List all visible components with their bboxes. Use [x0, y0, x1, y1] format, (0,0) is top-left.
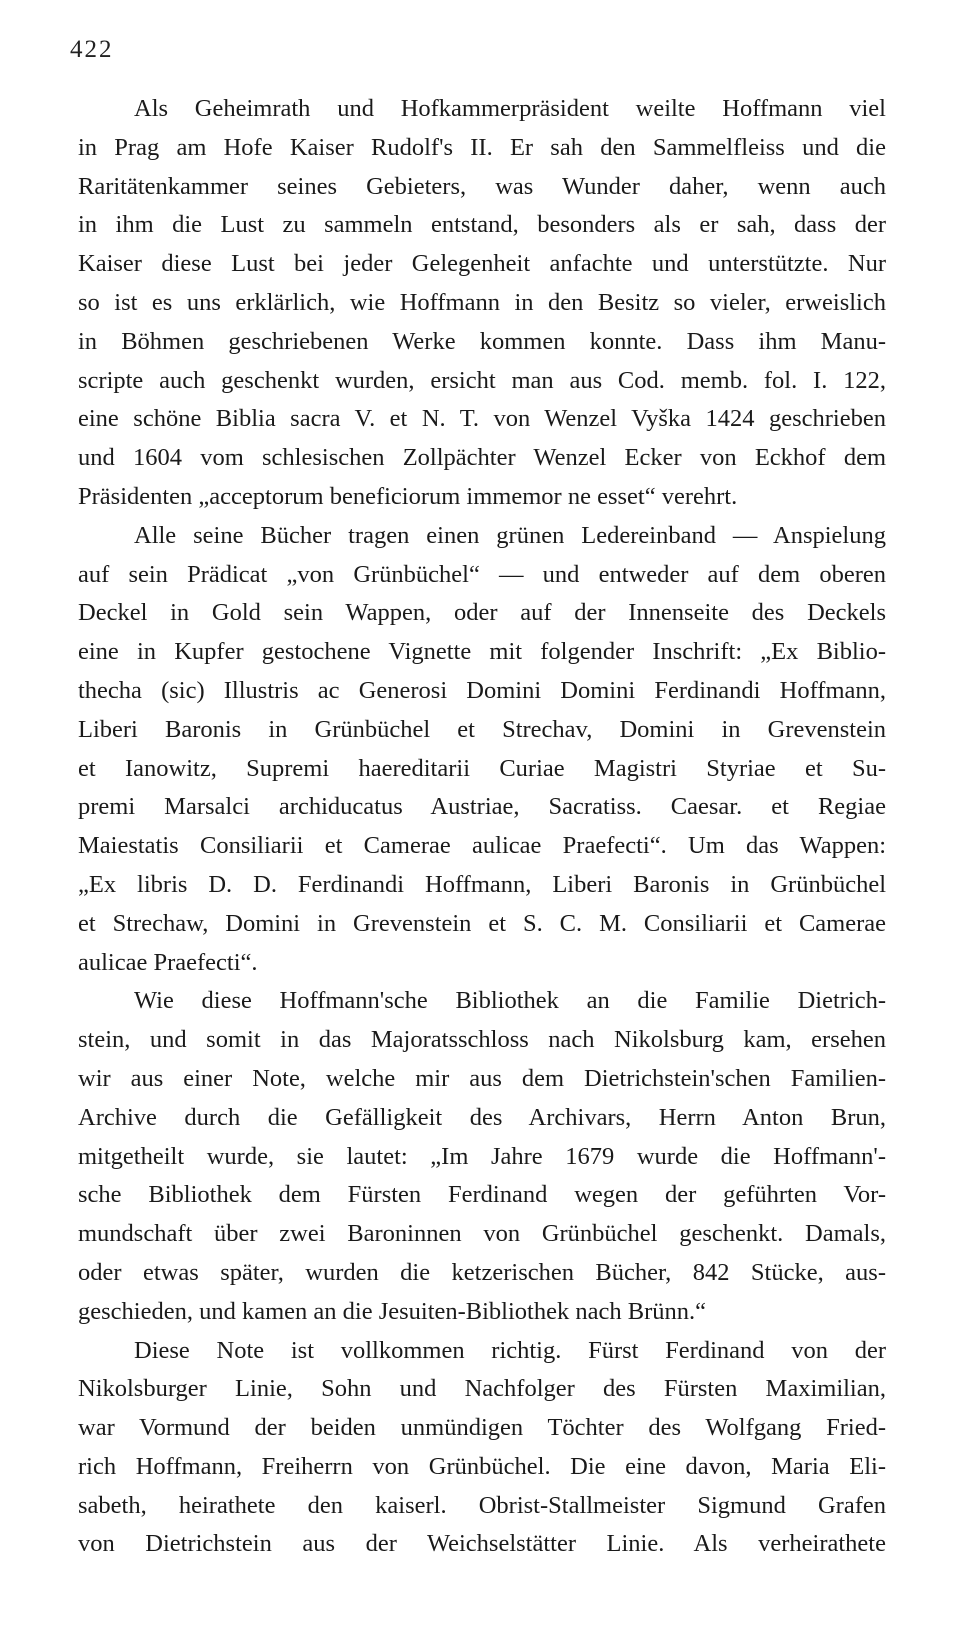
text-line: Kaiser diese Lust bei jeder Gelegenheit anfachte und unterstützte. Nur [78, 250, 886, 278]
text-line: geschieden, und kamen an die Jesuiten-Bibliothek nach Brünn.“ [78, 1297, 706, 1325]
text-line: scripte auch geschenkt wurden, ersicht man aus Cod. memb. fol. I. 122, [78, 366, 886, 394]
text-line: Wie diese Hoffmann'sche Bibliothek an die Familie Dietrich- [134, 987, 886, 1015]
text-line: sche Bibliothek dem Fürsten Ferdinand wegen der geführten Vor- [78, 1181, 886, 1209]
text-line: mundschaft über zwei Baroninnen von Grünbüchel geschenkt. Damals, [78, 1220, 886, 1248]
text-line: Raritätenkammer seines Gebieters, was Wunder daher, wenn auch [78, 172, 886, 200]
text-line: so ist es uns erklärlich, wie Hoffmann in den Besitz so vieler, erweislich [78, 288, 886, 316]
text-line: oder etwas später, wurden die ketzerischen Bücher, 842 Stücke, aus- [78, 1258, 886, 1286]
page-number: 422 [70, 36, 114, 63]
text-line: stein, und somit in das Majoratsschloss nach Nikolsburg kam, ersehen [78, 1026, 886, 1054]
text-line: wir aus einer Note, welche mir aus dem Dietrichstein'schen Familien- [78, 1064, 886, 1092]
paragraph [78, 1332, 886, 1565]
text-line: und 1604 vom schlesischen Zollpächter Wenzel Ecker von Eckhof dem [78, 444, 886, 472]
text-line: Präsidenten „acceptorum beneficiorum immemor ne esset“ verehrt. [78, 482, 738, 510]
text-line: sabeth, heirathete den kaiserl. Obrist-Stallmeister Sigmund Grafen [78, 1491, 886, 1519]
text-line: eine in Kupfer gestochene Vignette mit folgender Inschrift: „Ex Biblio- [78, 638, 886, 666]
text-line: Liberi Baronis in Grünbüchel et Strechav, Domini in Grevenstein [78, 715, 886, 743]
text-line: thecha (sic) Illustris ac Generosi Domini Domini Ferdinandi Hoffmann, [78, 676, 886, 704]
text-line: Deckel in Gold sein Wappen, oder auf der Innenseite des Deckels [78, 599, 886, 627]
body-text [78, 90, 886, 1564]
text-line: in Böhmen geschriebenen Werke kommen konnte. Dass ihm Manu- [78, 327, 886, 355]
text-line: eine schöne Biblia sacra V. et N. T. von Wenzel Vyška 1424 geschrieben [78, 405, 886, 433]
text-line: Maiestatis Consiliarii et Camerae aulicae Praefecti“. Um das Wappen: [78, 832, 886, 860]
text-line: Archive durch die Gefälligkeit des Archivars, Herrn Anton Brun, [78, 1103, 886, 1131]
text-line: Diese Note ist vollkommen richtig. Fürst Ferdinand von der [134, 1336, 886, 1364]
paragraph [78, 982, 886, 1331]
paragraph [78, 517, 886, 983]
text-line: in Prag am Hofe Kaiser Rudolf's II. Er sah den Sammelfleiss und die [78, 133, 886, 161]
text-line: Nikolsburger Linie, Sohn und Nachfolger des Fürsten Maximilian, [78, 1375, 886, 1403]
text-line: auf sein Prädicat „von Grünbüchel“ — und entweder auf dem oberen [78, 560, 886, 588]
text-line: Als Geheimrath und Hofkammerpräsident weilte Hoffmann viel [134, 95, 886, 122]
text-line: von Dietrichstein aus der Weichselstätter Linie. Als verheirathete [78, 1530, 886, 1558]
text-line: aulicae Praefecti“. [78, 948, 258, 976]
text-line: premi Marsalci archiducatus Austriae, Sacratiss. Caesar. et Regiae [78, 793, 886, 821]
text-line: in ihm die Lust zu sammeln entstand, besonders als er sah, dass der [78, 211, 886, 239]
text-line: mitgetheilt wurde, sie lautet: „Im Jahre 1679 wurde die Hoffmann'- [78, 1142, 886, 1170]
text-line: Alle seine Bücher tragen einen grünen Ledereinband — Anspielung [134, 521, 886, 549]
text-line: rich Hoffmann, Freiherrn von Grünbüchel. Die eine davon, Maria Eli- [78, 1452, 886, 1480]
text-line: et Strechaw, Domini in Grevenstein et S. C. M. Consiliarii et Camerae [78, 909, 886, 937]
text-line: „Ex libris D. D. Ferdinandi Hoffmann, Liberi Baronis in Grünbüchel [78, 870, 886, 898]
text-line: et Ianowitz, Supremi haereditarii Curiae Magistri Styriae et Su- [78, 754, 886, 782]
text-line: war Vormund der beiden unmündigen Töchter des Wolfgang Fried- [78, 1414, 886, 1442]
paragraph [78, 90, 886, 517]
